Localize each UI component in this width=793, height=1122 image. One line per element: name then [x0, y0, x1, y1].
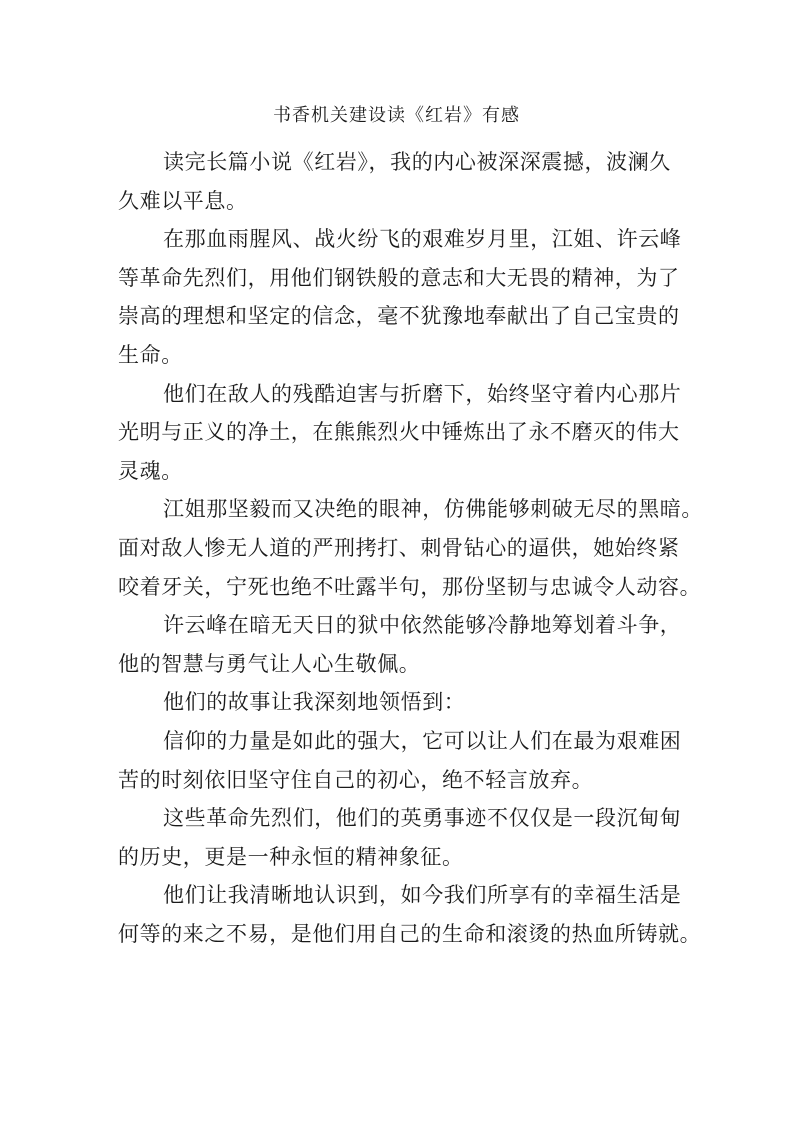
paragraph-line: 灵魂。 [118, 458, 183, 483]
paragraph-line: 苦的时刻依旧坚守住自己的初心，绝不轻言放弃。 [118, 767, 594, 792]
paragraph-line: 生命。 [118, 342, 183, 367]
paragraph-line: 光明与正义的净土，在熊熊烈火中锤炼出了永不磨灭的伟大 [118, 420, 680, 445]
paragraph-line: 读完长篇小说《红岩》，我的内心被深深震撼，波澜久 [163, 150, 671, 174]
paragraph-line: 久难以平息。 [118, 188, 248, 213]
document-title: 书香机关建设读《红岩》有感 [273, 105, 520, 126]
paragraph-line: 许云峰在暗无天日的狱中依然能够冷静地筹划着斗争， [163, 613, 682, 638]
paragraph-line: 他们的故事让我深刻地领悟到： [163, 690, 466, 715]
paragraph-line: 这些革命先烈们，他们的英勇事迹不仅仅是一段沉甸甸 [163, 806, 682, 831]
paragraph-line: 面对敌人惨无人道的严刑拷打、刺骨钻心的逼供，她始终紧 [118, 535, 680, 560]
paragraph-line: 崇高的理想和坚定的信念，毫不犹豫地奉献出了自己宝贵的 [118, 304, 680, 329]
document-body [118, 143, 703, 953]
paragraph-line: 的历史，更是一种永恒的精神象征。 [118, 844, 464, 869]
paragraph-line: 咬着牙关，宁死也绝不吐露半句，那份坚韧与忠诚令人动容。 [118, 574, 702, 599]
paragraph-line: 他们让我清晰地认识到，如今我们所享有的幸福生活是 [163, 883, 682, 908]
paragraph-line: 他的智慧与勇气让人心生敬佩。 [118, 651, 421, 676]
paragraph-line: 何等的来之不易，是他们用自己的生命和滚烫的热血所铸就。 [118, 921, 702, 946]
paragraph-line: 江姐那坚毅而又决绝的眼神，仿佛能够刺破无尽的黑暗。 [163, 497, 703, 522]
paragraph-line: 信仰的力量是如此的强大，它可以让人们在最为艰难困 [163, 728, 682, 753]
paragraph-line: 等革命先烈们，用他们钢铁般的意志和大无畏的精神，为了 [118, 265, 680, 290]
paragraph-line: 他们在敌人的残酷迫害与折磨下，始终坚守着内心那片 [163, 381, 682, 406]
paragraph-line: 在那血雨腥风、战火纷飞的艰难岁月里，江姐、许云峰 [163, 227, 682, 252]
